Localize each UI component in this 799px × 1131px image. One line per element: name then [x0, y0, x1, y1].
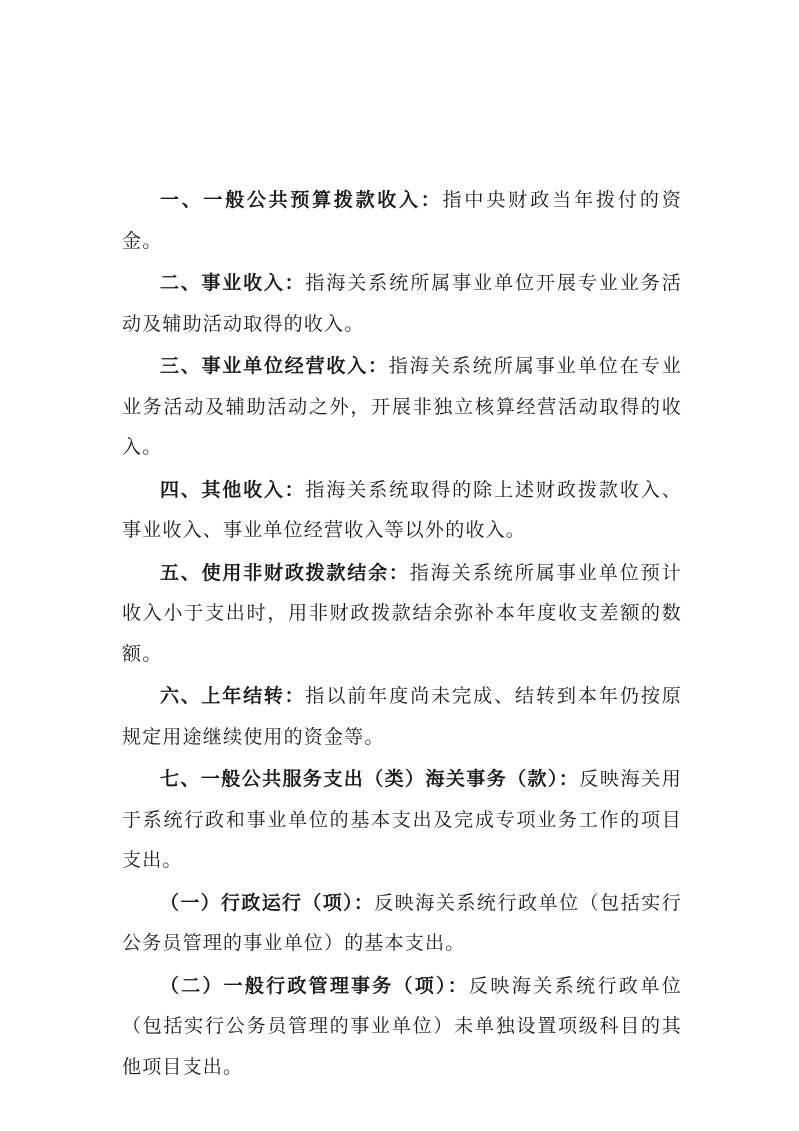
- term-heading: 五、使用非财政拨款结余：: [160, 561, 410, 584]
- paragraph-general-administrative-affairs: [122, 966, 682, 1088]
- term-heading: 二、事业收入：: [160, 272, 306, 294]
- paragraph-business-revenue: [122, 263, 682, 344]
- paragraph-non-fiscal-surplus: [122, 553, 682, 675]
- paragraph-administrative-operation: [122, 883, 682, 964]
- term-heading: （一）行政运行（项）：: [160, 891, 375, 914]
- paragraph-operating-revenue: [122, 346, 682, 468]
- document-page: [122, 180, 682, 1089]
- term-heading: 四、其他收入：: [160, 478, 306, 501]
- term-definition: 指海关系统所属事业单位在专业业务活动及辅助活动之外，开展非独立核算经营活动取得的收入。: [122, 355, 682, 458]
- paragraph-other-revenue: [122, 470, 682, 551]
- term-heading: 三、事业单位经营收入：: [160, 355, 389, 377]
- term-heading: 六、上年结转：: [160, 685, 306, 707]
- paragraph-general-budget-revenue: [122, 180, 682, 261]
- term-heading: 七、一般公共服务支出（类）海关事务（款）：: [160, 768, 580, 790]
- term-definition: 反映海关系统行政单位（包括实行公务员管理的事业单位）未单独设置项级科目的其他项目支出。: [122, 974, 682, 1078]
- term-definition: 反映海关系统行政单位（包括实行公务员管理的事业单位）的基本支出。: [122, 891, 682, 954]
- term-definition: 指海关系统所属事业单位预计收入小于支出时，用非财政拨款结余弥补本年度收支差额的数额。: [122, 561, 682, 665]
- term-definition: 反映海关用于系统行政和事业单位的基本支出及完成专项业务工作的项目支出。: [122, 768, 682, 871]
- term-definition: 指海关系统取得的除上述财政拨款收入、事业收入、事业单位经营收入等以外的收入。: [122, 478, 682, 541]
- term-definition: 指中央财政当年拨付的资金。: [122, 189, 682, 252]
- term-definition: 指海关系统所属事业单位开展专业业务活动及辅助活动取得的收入。: [122, 272, 682, 335]
- term-definition: 指以前年度尚未完成、结转到本年仍按原规定用途继续使用的资金等。: [122, 685, 682, 748]
- paragraph-prior-year-carryover: [122, 676, 682, 757]
- paragraph-customs-affairs-expenditure: [122, 759, 682, 881]
- term-heading: （二）一般行政管理事务（项）：: [160, 974, 469, 997]
- term-heading: 一、一般公共预算拨款收入：: [160, 189, 443, 211]
